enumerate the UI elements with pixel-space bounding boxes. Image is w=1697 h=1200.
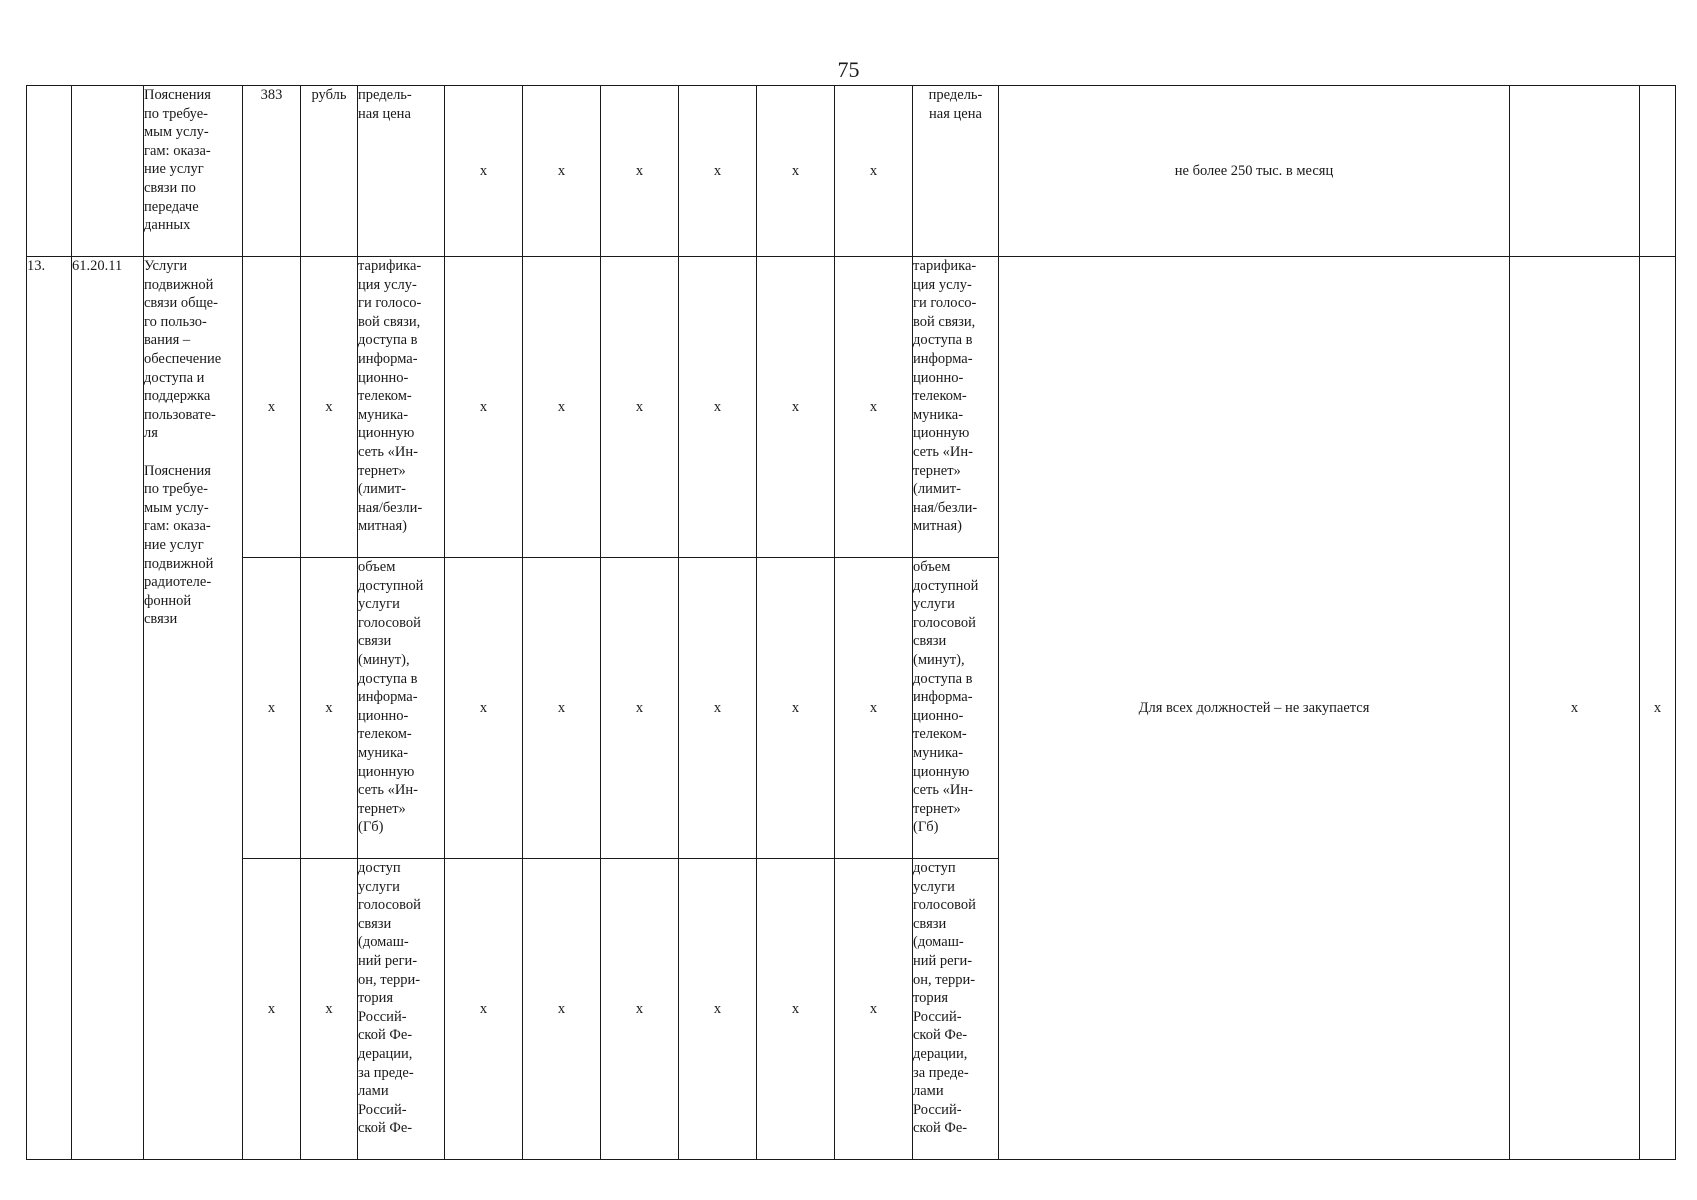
service-name-cell: Пояснения по требуе- мым услу- гам: оказа- ние услуг связи по передаче данных [144,86,243,257]
table-row [27,86,1676,257]
characteristic-cell: предель- ная цена [913,86,999,257]
service-name-cell [144,257,243,1160]
x-cell: x [601,257,679,558]
service-name-main: Услуги подвижной связи обще- го пользо- вания – обеспечение доступа и поддержка пользовате- ля [144,258,222,442]
value-cell: Для всех должностей – не закупается [999,257,1510,1160]
x-cell: x [445,257,523,558]
x-cell: x [243,257,301,558]
row-number-cell: 13. [27,257,72,1160]
x-cell: x [1640,257,1676,1160]
x-cell: x [523,558,601,859]
x-cell: x [835,558,913,859]
x-cell: x [679,86,757,257]
table-row [27,257,1676,558]
x-cell: x [679,558,757,859]
x-cell: x [679,257,757,558]
x-cell: x [757,257,835,558]
x-cell: x [679,859,757,1160]
characteristic-cell: предель- ная цена [358,86,445,257]
x-cell: x [243,558,301,859]
x-cell: x [835,859,913,1160]
characteristic-cell: тарифика- ция услу- ги голосо- вой связи, доступа в информа- ционно- телеком- муника- ционную сеть «Ин- тернет» (лимит- ная/безли- митная) [358,257,445,558]
okpd-cell-empty [72,86,144,257]
x-cell: x [601,859,679,1160]
x-cell: x [1510,257,1640,1160]
x-cell: x [757,86,835,257]
x-cell: x [523,86,601,257]
characteristic-cell: объем доступной услуги голосовой связи (минут), доступа в информа- ционно- телеком- муника- ционную сеть «Ин- тернет» (Гб) [913,558,999,859]
x-cell: x [445,558,523,859]
x-cell: x [301,558,358,859]
characteristic-cell: доступ услуги голосовой связи (домаш- ний реги- он, терри- тория Россий- ской Фе- дерации, за преде- лами Россий- ской Фе- [913,859,999,1160]
x-cell: x [757,859,835,1160]
x-cell: x [757,558,835,859]
x-cell: x [601,86,679,257]
unit-name-cell: рубль [301,86,358,257]
x-cell: x [445,86,523,257]
empty-cell [1510,86,1640,257]
requirements-table [26,85,1676,1160]
empty-cell [1640,86,1676,257]
characteristic-cell: тарифика- ция услу- ги голосо- вой связи, доступа в информа- ционно- телеком- муника- ционную сеть «Ин- тернет» (лимит- ная/безли- митная) [913,257,999,558]
x-cell: x [835,86,913,257]
x-cell: x [301,257,358,558]
service-explanation: Пояснения по требуе- мым услу- гам: оказа- ние услуг подвижной радиотеле- фонной связи [144,462,214,628]
x-cell: x [601,558,679,859]
x-cell: x [243,859,301,1160]
unit-code-cell: 383 [243,86,301,257]
x-cell: x [301,859,358,1160]
page-number: 75 [837,57,860,82]
x-cell: x [523,257,601,558]
spacer [144,443,242,462]
x-cell: x [445,859,523,1160]
value-cell: не более 250 тыс. в месяц [999,86,1510,257]
x-cell: x [523,859,601,1160]
characteristic-cell: объем доступной услуги голосовой связи (минут), доступа в информа- ционно- телеком- муника- ционную сеть «Ин- тернет» (Гб) [358,558,445,859]
x-cell: x [835,257,913,558]
okpd-code-cell: 61.20.11 [72,257,144,1160]
number-cell-empty [27,86,72,257]
characteristic-cell: доступ услуги голосовой связи (домаш- ний реги- он, терри- тория Россий- ской Фе- дерации, за преде- лами Россий- ской Фе- [358,859,445,1160]
